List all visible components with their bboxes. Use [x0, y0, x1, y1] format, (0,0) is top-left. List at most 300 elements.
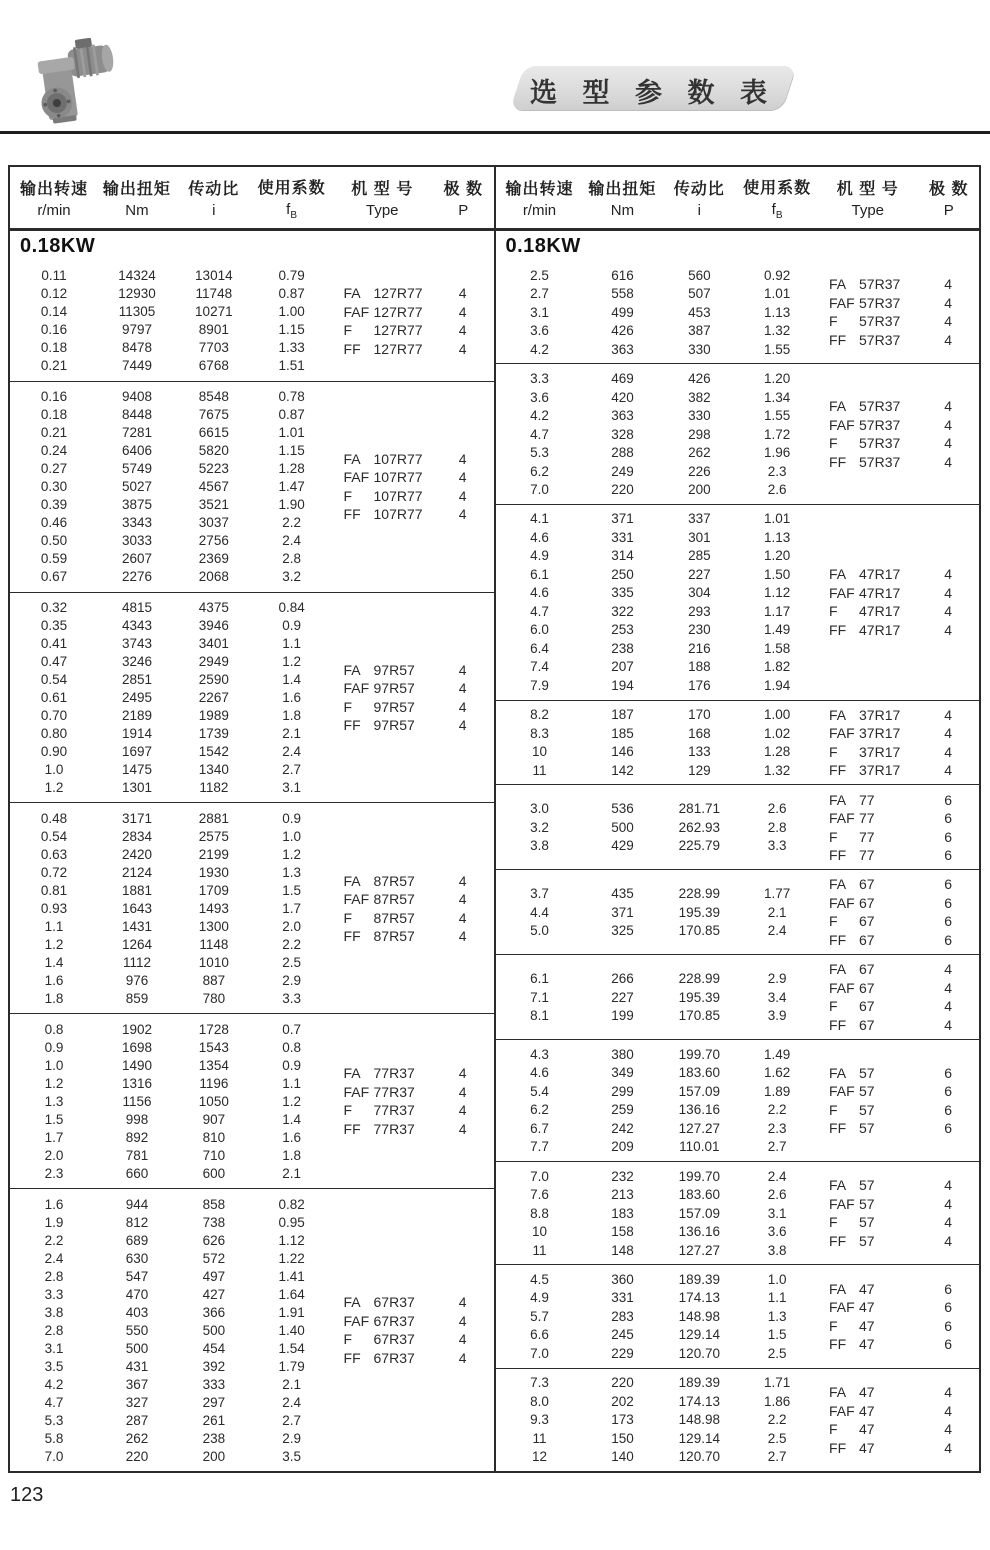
type-row [817, 602, 979, 621]
table-row [496, 884, 818, 903]
table-row [496, 547, 818, 566]
ratio-cell: 13014 [195, 268, 233, 284]
ratio-cell: 1728 [198, 1021, 229, 1037]
torque-cell: 998 [125, 1111, 149, 1127]
torque-cell: 259 [611, 1102, 634, 1118]
poles-value: 4 [944, 603, 953, 620]
table-row [10, 881, 332, 899]
header-model: 机 型 号 Type [351, 181, 414, 219]
table-group [10, 593, 494, 804]
type-row [332, 871, 494, 890]
model-size: 57R37 [859, 313, 901, 330]
model-prefix: FAF [829, 416, 855, 433]
torque-cell: 1697 [121, 744, 153, 760]
type-row [332, 1120, 494, 1139]
model-name [817, 332, 917, 348]
model-prefix: FF [829, 1120, 847, 1137]
factor-cell: 1.02 [763, 725, 791, 741]
factor-cell: 1.22 [278, 1250, 305, 1266]
model-prefix: FA [829, 791, 847, 808]
factor-cell: 2.6 [767, 482, 787, 498]
speed-cell: 0.9 [44, 1039, 64, 1055]
ratio-cell: 133 [688, 744, 711, 760]
factor-cell: 2.9 [282, 1430, 302, 1446]
type-row [817, 846, 979, 865]
factor-cell: 2.7 [282, 762, 302, 778]
table-row [496, 602, 818, 621]
types-column [817, 275, 979, 349]
ratio-cell: 6768 [198, 358, 229, 374]
model-name [817, 707, 917, 723]
table-row [496, 1222, 818, 1241]
model-prefix: FF [343, 506, 361, 523]
ratio-cell: 1542 [198, 744, 229, 760]
model-prefix: FAF [829, 894, 855, 911]
table-row [496, 1374, 818, 1393]
poles-value: 4 [944, 313, 953, 330]
model-name [817, 829, 917, 845]
table-row [496, 1119, 818, 1138]
model-prefix: FF [343, 928, 361, 945]
rows-column [496, 1167, 818, 1260]
model-prefix: F [829, 603, 838, 620]
model-size: 47 [859, 1280, 875, 1297]
ratio-cell: 129.14 [678, 1327, 720, 1343]
ratio-cell: 225.79 [678, 838, 720, 854]
table-row [10, 671, 332, 689]
factor-cell: 0.9 [282, 810, 302, 826]
header-service-factor: 使用系数 $f_B$ [743, 179, 812, 221]
poles-value: 4 [458, 698, 467, 715]
factor-cell: 1.4 [282, 672, 302, 688]
poles-value: 6 [944, 1120, 953, 1137]
model-size: 47 [859, 1421, 875, 1438]
types-column [332, 450, 494, 524]
speed-cell: 7.0 [530, 1345, 549, 1361]
model-prefix: FF [829, 1336, 847, 1353]
torque-cell: 158 [611, 1224, 634, 1240]
rows-column [496, 969, 818, 1025]
factor-cell: 0.84 [278, 600, 305, 616]
torque-cell: 2851 [121, 672, 153, 688]
speed-cell: 7.3 [530, 1375, 549, 1391]
ratio-cell: 188 [688, 659, 711, 675]
table-row [10, 989, 332, 1007]
type-row [332, 1293, 494, 1312]
poles-value: 6 [944, 828, 953, 845]
type-row [817, 1213, 979, 1232]
model-prefix: F [343, 1102, 353, 1119]
type-row [332, 302, 494, 321]
model-prefix: FAF [829, 1195, 855, 1212]
model-size: 107R77 [373, 469, 423, 486]
ratio-cell: 168 [688, 725, 711, 741]
type-row [817, 743, 979, 762]
factor-cell: 2.2 [282, 936, 302, 952]
model-size: 57 [859, 1083, 875, 1100]
table-group [496, 505, 980, 701]
type-row [817, 875, 979, 894]
poles-value: 4 [944, 621, 953, 638]
type-row [332, 284, 494, 303]
ratio-cell: 1709 [198, 882, 229, 898]
type-row [817, 1279, 979, 1298]
ratio-cell: 262 [688, 445, 711, 461]
speed-cell: 4.7 [44, 1394, 64, 1410]
torque-cell: 1698 [121, 1039, 153, 1055]
table-row [496, 761, 818, 780]
speed-cell: 11 [532, 1430, 547, 1446]
model-size: 97R57 [373, 661, 415, 678]
model-prefix: FAF [829, 1402, 855, 1419]
factor-cell: 1.32 [763, 762, 791, 778]
ratio-cell: 626 [202, 1232, 226, 1248]
column-header-right [496, 167, 980, 231]
type-row [817, 416, 979, 435]
table-group [496, 1040, 980, 1162]
poles-value: 4 [944, 1232, 953, 1249]
torque-cell: 331 [611, 1290, 634, 1306]
table-row [10, 1128, 332, 1146]
model-prefix: FA [829, 1280, 847, 1297]
torque-cell: 9408 [121, 389, 153, 405]
factor-cell: 1.01 [763, 511, 791, 527]
torque-cell: 1475 [121, 762, 153, 778]
poles-value: 6 [944, 1083, 953, 1100]
torque-cell: 2124 [121, 864, 153, 880]
speed-cell: 6.7 [530, 1120, 549, 1136]
table-row [496, 388, 818, 407]
model-name [817, 1318, 917, 1334]
factor-cell: 1.3 [282, 864, 302, 880]
factor-cell: 2.2 [282, 515, 302, 531]
speed-cell: 1.6 [44, 972, 64, 988]
ratio-cell: 1340 [198, 762, 229, 778]
factor-cell: 1.82 [763, 659, 791, 675]
ratio-cell: 170 [688, 707, 711, 723]
torque-cell: 331 [611, 529, 634, 545]
model-size: 67 [859, 979, 875, 996]
torque-cell: 8478 [121, 340, 153, 356]
model-prefix: FAF [343, 891, 370, 908]
factor-cell: 0.82 [278, 1196, 305, 1212]
factor-cell: 1.4 [282, 1111, 302, 1127]
model-name [817, 585, 917, 601]
speed-cell: 1.2 [44, 936, 64, 952]
model-name [332, 1121, 432, 1137]
speed-cell: 0.72 [40, 864, 68, 880]
speed-cell: 8.1 [530, 1008, 549, 1024]
model-prefix: FAF [343, 469, 370, 486]
poles-value: 4 [944, 1016, 953, 1033]
torque-cell: 220 [611, 482, 634, 498]
speed-cell: 4.9 [530, 1290, 549, 1306]
model-size: 127R77 [373, 322, 423, 339]
type-row [817, 621, 979, 640]
model-name [817, 1177, 917, 1193]
torque-cell: 266 [611, 971, 634, 987]
type-row [817, 1383, 979, 1402]
torque-cell: 371 [611, 511, 634, 527]
poles-value: 4 [944, 416, 953, 433]
speed-cell: 3.2 [530, 819, 549, 835]
model-prefix: FF [829, 931, 847, 948]
ratio-cell: 780 [202, 990, 226, 1006]
speed-cell: 1.1 [44, 918, 64, 934]
speed-cell: 0.63 [40, 846, 68, 862]
type-row [817, 1100, 979, 1119]
model-name [817, 1281, 917, 1297]
model-size: 67 [859, 931, 875, 948]
speed-cell: 0.59 [40, 551, 68, 567]
ratio-cell: 230 [688, 622, 711, 638]
table-row [496, 480, 818, 499]
torque-cell: 150 [611, 1430, 634, 1446]
model-name [332, 304, 432, 320]
table-row [496, 1270, 818, 1289]
ratio-cell: 3401 [198, 636, 229, 652]
table-row [496, 1185, 818, 1204]
model-name [817, 313, 917, 329]
table-row [10, 1110, 332, 1128]
model-prefix: FAF [829, 1083, 855, 1100]
speed-cell: 1.4 [44, 954, 64, 970]
speed-cell: 11 [532, 1242, 547, 1258]
model-name [332, 322, 432, 338]
poles-value: 4 [458, 1065, 467, 1082]
header-service-factor: 使用系数 $f_B$ [257, 179, 326, 221]
model-name [817, 1102, 917, 1118]
header-poles: 极 数 P [929, 181, 969, 219]
table-row [10, 653, 332, 671]
table-row [10, 1375, 332, 1393]
model-size: 57 [859, 1177, 875, 1194]
speed-cell: 1.0 [44, 1057, 64, 1073]
type-row [817, 827, 979, 846]
factor-cell: 1.2 [282, 1093, 302, 1109]
poles-value: 4 [458, 872, 467, 889]
type-row [332, 661, 494, 680]
ratio-cell: 710 [202, 1147, 226, 1163]
factor-cell: 0.78 [278, 389, 305, 405]
ratio-cell: 738 [202, 1214, 226, 1230]
table-row [496, 1045, 818, 1064]
type-row [332, 1312, 494, 1331]
types-column [817, 875, 979, 949]
poles-value: 4 [458, 487, 467, 504]
torque-cell: 2420 [121, 846, 153, 862]
ratio-cell: 200 [202, 1448, 226, 1464]
ratio-cell: 195.39 [678, 989, 720, 1005]
table-row [10, 1411, 332, 1429]
model-prefix: FF [343, 340, 361, 357]
poles-value: 4 [944, 725, 953, 742]
table-row [496, 321, 818, 340]
table-row [10, 743, 332, 761]
poles-value: 4 [944, 979, 953, 996]
factor-cell: 2.2 [767, 1102, 787, 1118]
types-column [817, 960, 979, 1034]
table-row [10, 514, 332, 532]
table-group [10, 1189, 494, 1471]
speed-cell: 0.21 [40, 358, 68, 374]
speed-cell: 0.32 [40, 600, 68, 616]
ratio-cell: 129 [688, 762, 711, 778]
speed-cell: 6.0 [530, 622, 549, 638]
table-row [10, 1092, 332, 1110]
ratio-cell: 337 [688, 511, 711, 527]
table-group [496, 1265, 980, 1368]
torque-cell: 3246 [121, 654, 153, 670]
table-row [10, 971, 332, 989]
factor-cell: 0.92 [763, 267, 791, 283]
type-row [332, 1330, 494, 1349]
model-size: 87R57 [373, 872, 415, 889]
table-row [10, 917, 332, 935]
ratio-cell: 304 [688, 585, 711, 601]
table-row [10, 496, 332, 514]
torque-cell: 630 [125, 1250, 149, 1266]
speed-cell: 6.1 [530, 971, 549, 987]
factor-cell: 2.4 [282, 1394, 302, 1410]
type-row [817, 434, 979, 453]
speed-cell: 3.5 [44, 1358, 64, 1374]
torque-cell: 2834 [121, 828, 153, 844]
types-column [332, 284, 494, 358]
types-column [817, 706, 979, 780]
torque-cell: 1301 [121, 780, 153, 796]
torque-cell: 209 [611, 1139, 634, 1155]
ratio-cell: 887 [202, 972, 226, 988]
poles-value: 4 [944, 1214, 953, 1231]
type-row [817, 894, 979, 913]
model-size: 77R37 [373, 1083, 415, 1100]
factor-cell: 1.2 [282, 654, 302, 670]
torque-cell: 183 [611, 1205, 634, 1221]
type-row [332, 698, 494, 717]
table-group [496, 955, 980, 1040]
torque-cell: 660 [125, 1165, 149, 1181]
speed-cell: 0.61 [40, 690, 68, 706]
factor-cell: 1.41 [278, 1268, 305, 1284]
model-name [332, 891, 432, 907]
ratio-cell: 262.93 [678, 819, 720, 835]
table-group [10, 803, 494, 1014]
table-row [10, 267, 332, 285]
header-ratio: 传动比 i [673, 181, 725, 219]
speed-cell: 4.4 [530, 904, 549, 920]
torque-cell: 187 [611, 707, 634, 723]
ratio-cell: 174.13 [678, 1393, 720, 1409]
table-row [10, 599, 332, 617]
ratio-cell: 1148 [199, 936, 229, 952]
factor-cell: 1.3 [767, 1308, 787, 1324]
speed-cell: 5.3 [44, 1412, 64, 1428]
poles-value: 4 [944, 453, 953, 470]
rows-column [496, 800, 818, 856]
model-name [332, 1084, 432, 1100]
model-prefix: FA [829, 1177, 847, 1194]
ratio-cell: 1989 [198, 708, 229, 724]
torque-cell: 1431 [121, 918, 153, 934]
factor-cell: 1.12 [278, 1232, 305, 1248]
ratio-cell: 298 [688, 426, 711, 442]
table-group [496, 870, 980, 955]
table-row [10, 550, 332, 568]
factor-cell: 2.1 [282, 726, 302, 742]
table-row [496, 706, 818, 725]
model-prefix: FAF [829, 979, 855, 996]
header-speed: 输出转速 r/min [19, 181, 88, 219]
ratio-cell: 453 [688, 304, 711, 320]
speed-cell: 1.5 [44, 1111, 64, 1127]
rows-column [10, 267, 332, 375]
model-name [332, 1331, 432, 1347]
types-column [817, 790, 979, 864]
type-row [817, 584, 979, 603]
model-name [817, 417, 917, 433]
table-row [10, 827, 332, 845]
factor-cell: 3.3 [282, 990, 302, 1006]
speed-cell: 0.18 [40, 340, 68, 356]
speed-cell: 4.6 [530, 585, 549, 601]
table-row [496, 724, 818, 743]
model-size: 67 [859, 998, 875, 1015]
factor-cell: 3.3 [767, 838, 787, 854]
torque-cell: 976 [125, 972, 149, 988]
ratio-cell: 170.85 [678, 923, 720, 939]
poles-value: 6 [944, 1317, 953, 1334]
torque-cell: 328 [611, 426, 634, 442]
model-size: 47 [859, 1299, 875, 1316]
model-prefix: FAF [829, 1299, 855, 1316]
ratio-cell: 2199 [198, 846, 229, 862]
speed-cell: 4.3 [530, 1046, 549, 1062]
ratio-cell: 858 [202, 1196, 226, 1212]
table-row [10, 303, 332, 321]
torque-cell: 3171 [121, 810, 153, 826]
speed-cell: 4.6 [530, 529, 549, 545]
torque-cell: 287 [125, 1412, 149, 1428]
ratio-cell: 333 [202, 1376, 226, 1392]
poles-value: 4 [458, 322, 467, 339]
model-name [817, 435, 917, 451]
model-name [817, 1403, 917, 1419]
ratio-cell: 7675 [198, 407, 229, 423]
speed-cell: 7.6 [530, 1187, 549, 1203]
ratio-cell: 6615 [198, 425, 229, 441]
factor-cell: 2.5 [767, 1345, 787, 1361]
torque-cell: 4343 [121, 618, 153, 634]
model-prefix: F [343, 909, 353, 926]
table-row [10, 1146, 332, 1164]
type-row [817, 979, 979, 998]
torque-cell: 3033 [121, 533, 153, 549]
model-prefix: FA [343, 1294, 361, 1311]
speed-cell: 0.90 [40, 744, 68, 760]
torque-cell: 2607 [121, 551, 153, 567]
torque-cell: 367 [125, 1376, 149, 1392]
torque-cell: 11305 [118, 304, 156, 320]
model-prefix: FAF [343, 1312, 370, 1329]
factor-cell: 1.47 [278, 479, 305, 495]
speed-cell: 0.18 [40, 407, 68, 423]
rows-column [496, 1374, 818, 1467]
model-prefix: FF [829, 762, 847, 779]
torque-cell: 227 [611, 989, 634, 1005]
factor-cell: 2.4 [282, 744, 302, 760]
factor-cell: 2.9 [282, 972, 302, 988]
